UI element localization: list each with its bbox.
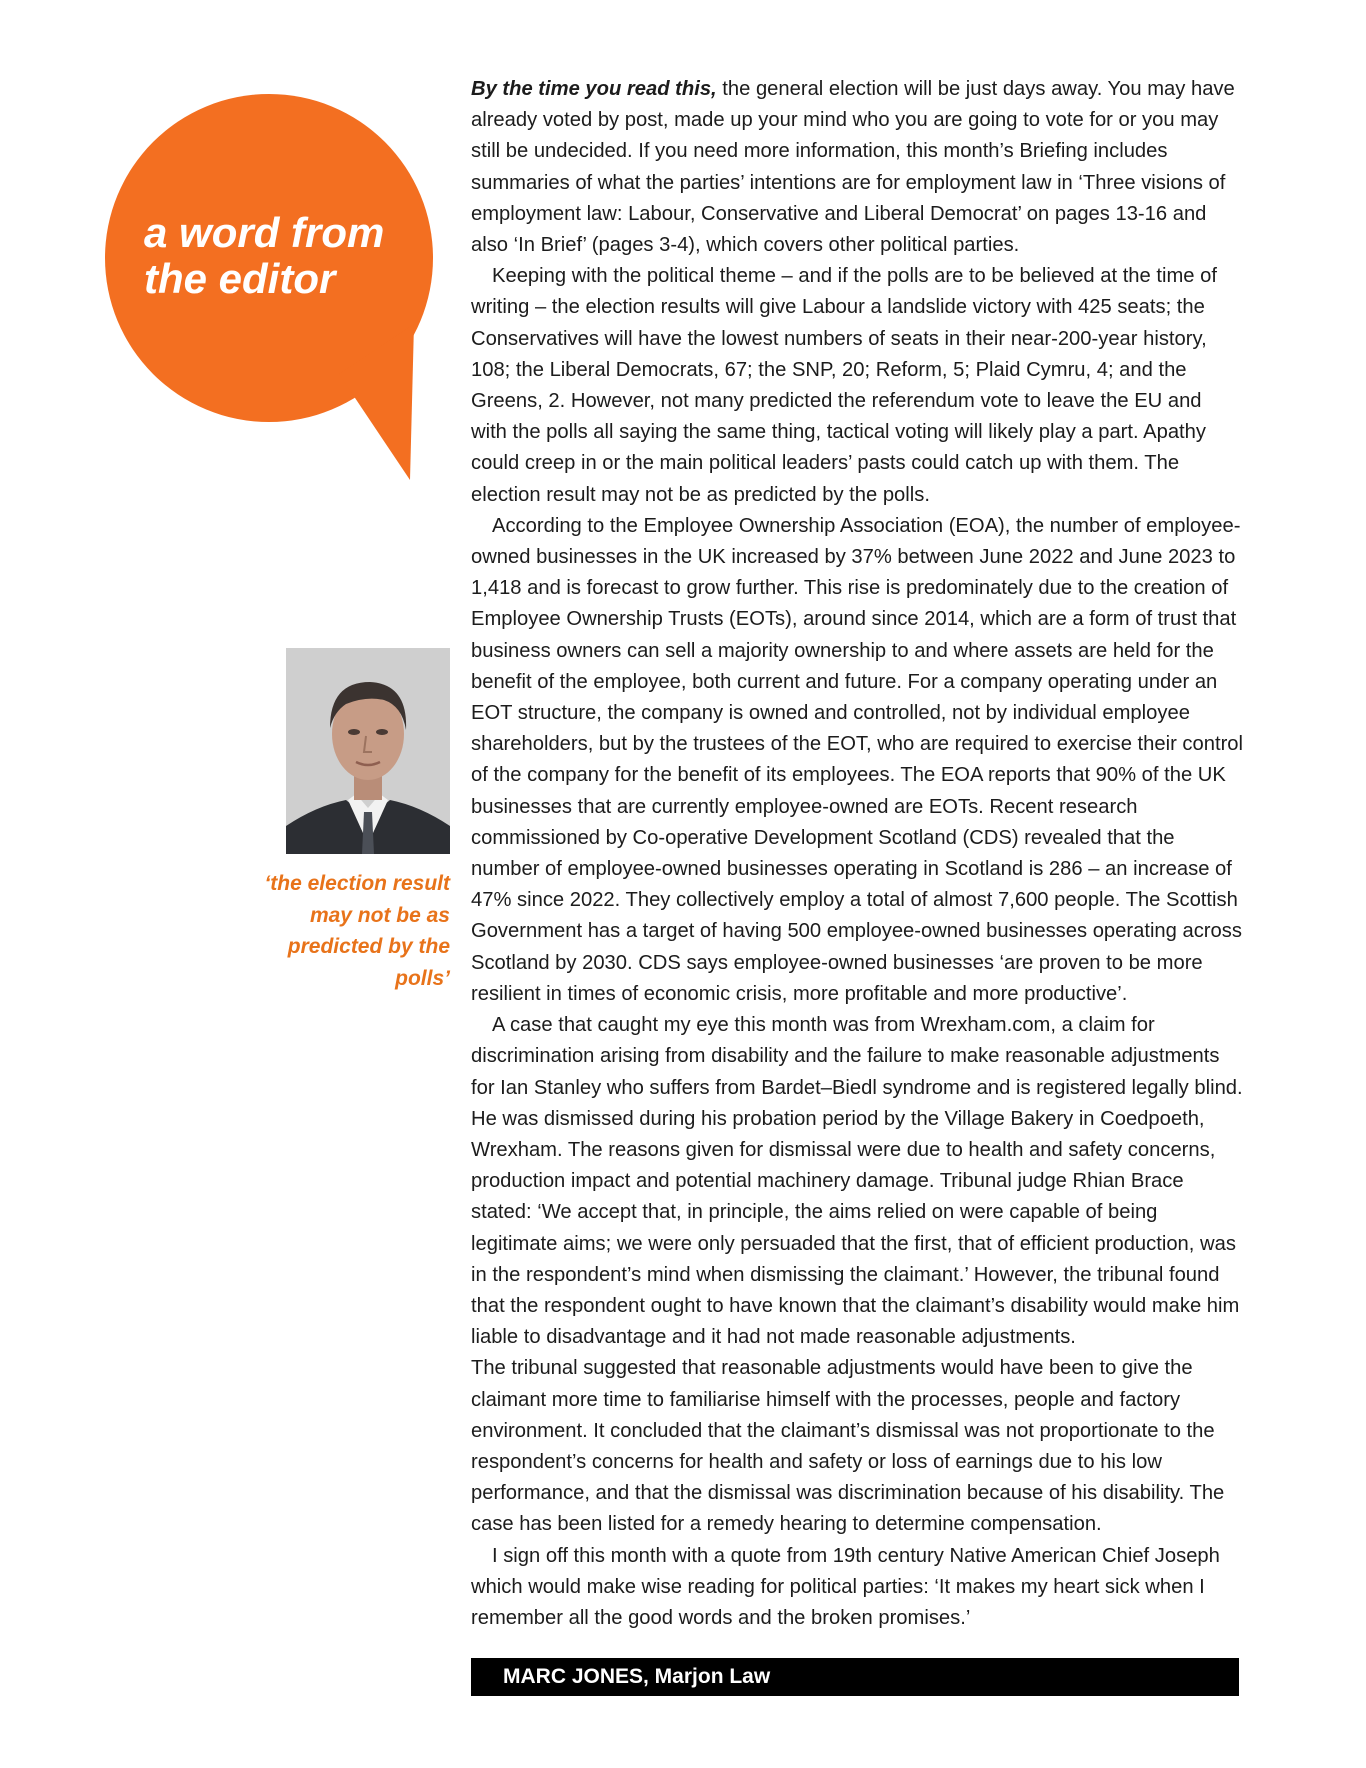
- section-title: [144, 210, 444, 302]
- author-byline: MARC JONES, Marjon Law: [471, 1658, 1239, 1696]
- section-title-line-1: a word from: [144, 209, 385, 256]
- article-paragraph-1-text: the general election will be just days away. You may have already voted by post, made up your mind who you are going to vote for or you may still be undecided. If you need more information, this month’s Briefing includes summaries of what the parties’ intentions are for employment law in ‘Three visions of employment law: Labour, Conservative and Liberal Democrat’ on pages 13-16 and also ‘In Brief’ (pages 3-4), which covers other political parties.: [471, 78, 1235, 257]
- article-paragraph-4: A case that caught my eye this month was from Wrexham.com, a claim for discrimination arising from disability and the failure to make reasonable adjustments for Ian Stanley who suffers from Bardet–Biedl syndrome and is registered legally blind. He was dismissed during his probation period by the Village Bakery in Coedpoeth, Wrexham. The reasons given for dismissal were due to health and safety concerns, production impact and potential machinery damage. Tribunal judge Rhian Brace stated: ‘We accept that, in principle, the aims relied on were capable of being legitimate aims; we were only persuaded that the first, that of efficient production, was in the respondent’s mind when dismissing the claimant.’ However, the tribunal found that the respondent ought to have known that the claimant’s disability would make him liable to disadvantage and it had not made reasonable adjustments.: [471, 1014, 1243, 1349]
- article-paragraph-1: [471, 74, 1243, 261]
- editor-speech-bubble: [84, 84, 456, 484]
- article-lead-in: By the time you read this,: [471, 78, 717, 100]
- section-title-line-2: the editor: [144, 255, 336, 302]
- editorial-article: [471, 74, 1243, 1634]
- portrait-illustration: [286, 648, 450, 854]
- article-paragraph-5: The tribunal suggested that reasonable adjustments would have been to give the claimant more time to familiarise himself with the processes, people and factory environment. It concluded that the claimant’s dismissal was not proportionate to the respondent’s concerns for health and safety or loss of earnings due to his low performance, and that the dismissal was discrimination because of his disability. The case has been listed for a remedy hearing to determine compensation.: [471, 1357, 1225, 1536]
- editor-portrait: [286, 648, 450, 854]
- pull-quote: ‘the election result may not be as predicted by the polls’: [264, 872, 450, 990]
- article-paragraph-3: According to the Employee Ownership Association (EOA), the number of employee-owned businesses in the UK increased by 37% between June 2022 and June 2023 to 1,418 and is forecast to grow further. This rise is predominately due to the creation of Employee Ownership Trusts (EOTs), around since 2014, which are a form of trust that business owners can sell a majority ownership to and where assets are held for the benefit of the employee, both current and future. For a company operating under an EOT structure, the company is owned and controlled, not by individual employee shareholders, but by the trustees of the EOT, who are required to exercise their control of the company for the benefit of its employees. The EOA reports that 90% of the UK businesses that are currently employee-owned are EOTs. Recent research commissioned by Co-operative Development Scotland (CDS) revealed that the number of employee-owned businesses operating in Scotland is 286 – an increase of 47% since 2022. They collectively employ a total of almost 7,600 people. The Scottish Government has a target of having 500 employee-owned businesses operating across Scotland by 2030. CDS says employee-owned businesses ‘are proven to be more resilient in times of economic crisis, more profitable and more productive’.: [471, 514, 1244, 1005]
- article-paragraph-2: Keeping with the political theme – and if the polls are to be believed at the time of writing – the election results will give Labour a landslide victory with 425 seats; the Conservatives will have the lowest numbers of seats in their near-200-year history, 108; the Liberal Democrats, 67; the SNP, 20; Reform, 5; Plaid Cymru, 4; and the Greens, 2. However, not many predicted the referendum vote to leave the EU and with the polls all saying the same thing, tactical voting will likely play a part. Apathy could creep in or the main political leaders’ pasts could catch up with them. The election result may not be as predicted by the polls.: [471, 265, 1217, 506]
- article-paragraph-6: I sign off this month with a quote from 19th century Native American Chief Joseph which would make wise reading for political parties: ‘It makes my heart sick when I remember all the good words and the broken promises.’: [471, 1544, 1220, 1629]
